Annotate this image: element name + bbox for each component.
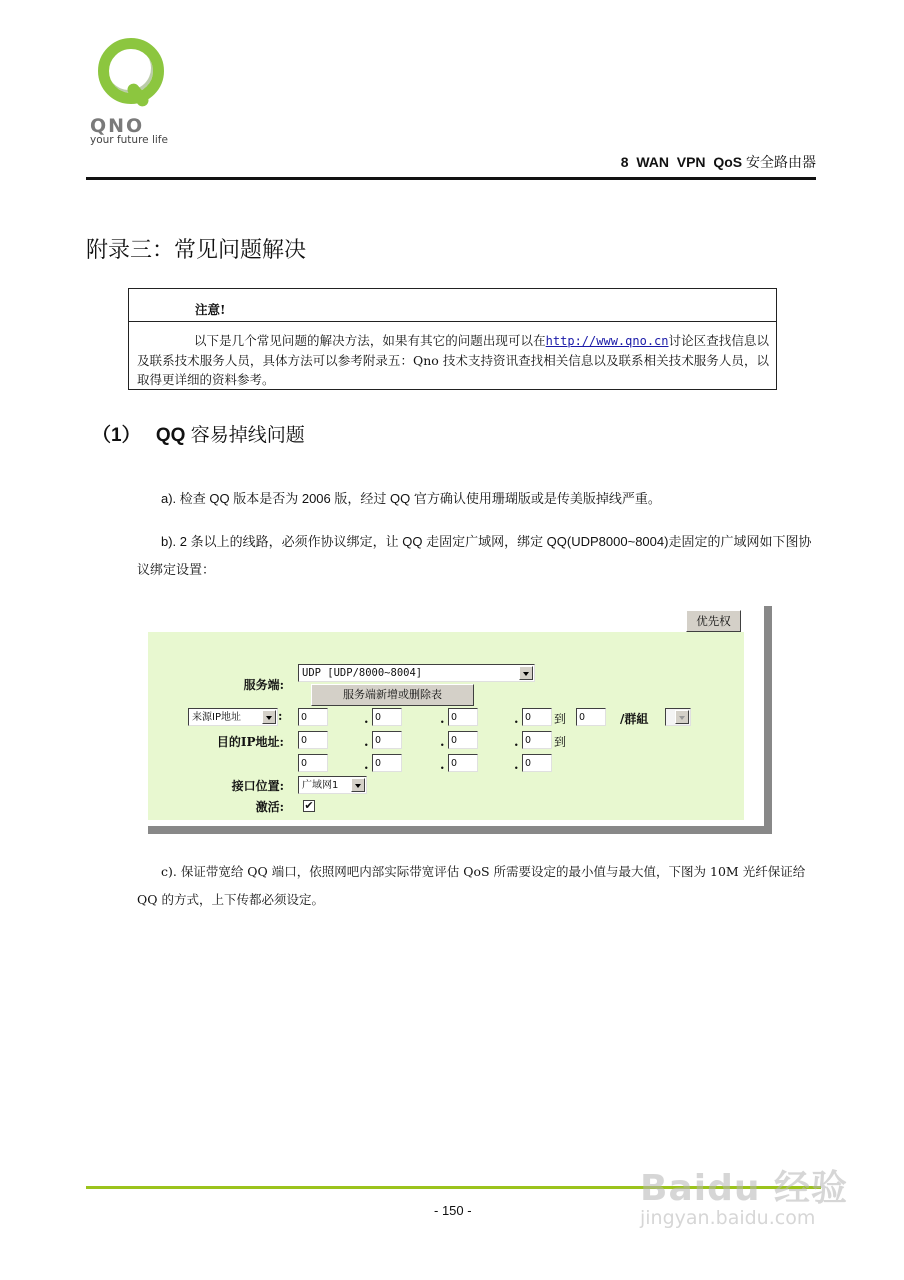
note-body: [137, 331, 769, 389]
source-ip-octet-2[interactable]: 0: [372, 708, 402, 726]
interface-label: 接口位置:: [231, 779, 284, 793]
dot-separator: .: [440, 735, 445, 750]
source-ip-octet-1[interactable]: 0: [298, 708, 328, 726]
watermark-brand: Baidu 经验: [640, 1168, 849, 1209]
dest-ip-start-octet-1[interactable]: 0: [298, 731, 328, 749]
screenshot-right-border: [764, 606, 772, 834]
chevron-down-icon: [675, 710, 689, 724]
section-number: （1）: [92, 425, 141, 446]
dest-ip-end-octet-4[interactable]: 0: [522, 754, 552, 772]
dot-separator: .: [440, 712, 445, 727]
source-ip-type-select[interactable]: [188, 708, 278, 726]
section-title: [92, 420, 305, 447]
logo-tagline: your future life: [90, 134, 168, 146]
priority-button[interactable]: 优先权: [686, 610, 741, 632]
paragraph-c-text: c). 保证带宽给 QQ 端口，依照网吧内部实际带宽评估 QoS 所需要设定的最小值与最大值，下图为 10M 光纤保证给 QQ 的方式，上下传都必须设定。: [137, 864, 806, 907]
source-ip-octet-4[interactable]: 0: [522, 708, 552, 726]
logo-wordmark: QNO: [90, 115, 145, 137]
dot-separator: .: [514, 735, 519, 750]
baidu-watermark: [640, 1160, 848, 1229]
page-number: - 150 -: [434, 1203, 472, 1218]
note-text-1: 以下是几个常见问题的解决方法，如果有其它的问题出现可以在: [194, 333, 546, 348]
product-title: [621, 152, 816, 172]
service-manage-button[interactable]: 服务端新增或删除表: [311, 684, 474, 706]
to-label: 到: [554, 735, 567, 749]
dest-ip-label: 目的IP地址:: [216, 735, 284, 749]
dest-ip-start-octet-2[interactable]: 0: [372, 731, 402, 749]
dot-separator: .: [364, 735, 369, 750]
dot-separator: .: [364, 758, 369, 773]
note-header: [129, 289, 776, 322]
paragraph-b-text: b). 2 条以上的线路，必须作协议绑定，让 QQ 走固定广域网，绑定 QQ(UDP8000~8004)走固定的广域网如下图协议绑定设置：: [137, 534, 812, 577]
dest-ip-start-octet-3[interactable]: 0: [448, 731, 478, 749]
dest-ip-end-octet-3[interactable]: 0: [448, 754, 478, 772]
section-title-bold: QQ: [155, 425, 186, 446]
paragraph-b: [137, 528, 817, 584]
screenshot-bottom-border: [148, 826, 772, 834]
group-select[interactable]: [665, 708, 691, 726]
dot-separator: .: [364, 712, 369, 727]
chevron-down-icon: [519, 666, 533, 680]
dot-separator: .: [514, 712, 519, 727]
service-label: 服务端:: [243, 678, 284, 692]
dest-ip-start-octet-4[interactable]: 0: [522, 731, 552, 749]
dot-separator: .: [514, 758, 519, 773]
qno-logo: [88, 38, 168, 146]
service-select[interactable]: [298, 664, 535, 682]
source-ip-colon: :: [278, 709, 283, 723]
enable-checkbox[interactable]: [303, 800, 315, 812]
product-title-cn: 安全路由器: [746, 154, 816, 170]
group-label: /群組: [620, 712, 649, 726]
note-heading: 注意!: [195, 302, 226, 317]
note-text-2: 讨论区查找信息以及联系技术服务人员，具体方法可以参考附录五：Qno 技术支持资讯查找相关信息以及联系相关技术服务人员，以取得更详细的资料参考。: [137, 333, 769, 387]
service-select-value: UDP [UDP/8000~8004]: [302, 667, 423, 679]
checkmark-icon: ✔: [304, 799, 314, 812]
page-title: 附录三：常见问题解决: [86, 238, 307, 263]
dest-ip-end-octet-1[interactable]: 0: [298, 754, 328, 772]
dest-ip-end-octet-2[interactable]: 0: [372, 754, 402, 772]
note-box: [128, 288, 777, 390]
chevron-down-icon: [351, 778, 365, 792]
interface-select[interactable]: [298, 776, 367, 794]
enable-label: 激活:: [255, 800, 284, 814]
protocol-binding-form-screenshot: [148, 606, 772, 834]
source-ip-type-value: 来源IP地址: [192, 712, 241, 723]
paragraph-c: [137, 858, 819, 914]
chevron-down-icon: [262, 710, 276, 724]
qno-website-link[interactable]: http://www.qno.cn: [545, 334, 669, 348]
watermark-url: jingyan.baidu.com: [640, 1207, 816, 1229]
source-ip-octet-3[interactable]: 0: [448, 708, 478, 726]
dot-separator: .: [440, 758, 445, 773]
header-divider: [86, 177, 816, 180]
product-title-en: 8 WAN VPN QoS: [620, 154, 743, 170]
source-ip-end-octet[interactable]: 0: [576, 708, 606, 726]
interface-select-value: 广域网1: [302, 780, 339, 791]
section-title-text: 容易掉线问题: [185, 425, 305, 446]
paragraph-a: a). 检查 QQ 版本是否为 2006 版，经过 QQ 官方确认使用珊瑚版或是传美版掉线严重。: [161, 491, 661, 506]
to-label: 到: [554, 712, 567, 726]
